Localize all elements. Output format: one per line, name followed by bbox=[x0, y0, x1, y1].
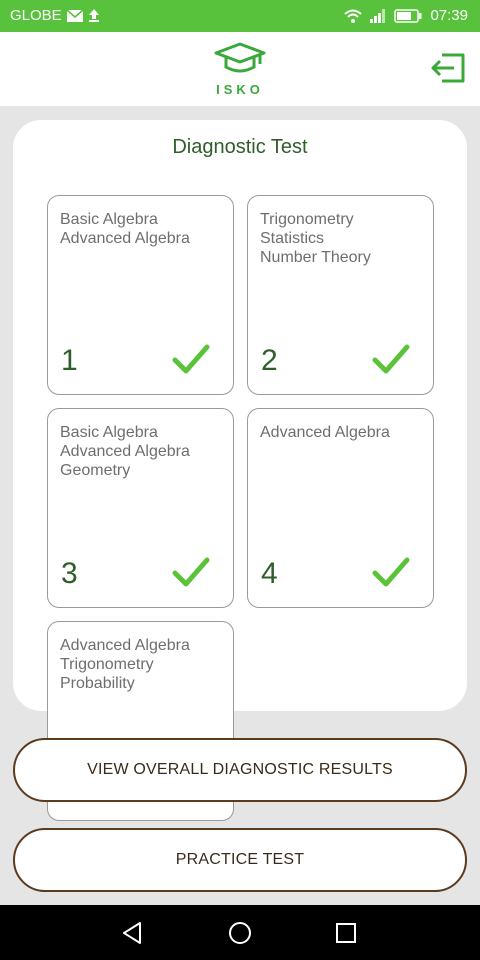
card-title: Diagnostic Test bbox=[172, 136, 308, 158]
test-tile-1[interactable] bbox=[47, 195, 234, 395]
checkmark-icon bbox=[172, 555, 210, 589]
test-tile-2[interactable] bbox=[247, 195, 434, 395]
checkmark-icon bbox=[172, 342, 210, 376]
view-overall-results-button[interactable]: VIEW OVERALL DIAGNOSTIC RESULTS bbox=[13, 738, 467, 802]
tile-number: 1 bbox=[61, 344, 78, 377]
tile-topic: Trigonometry bbox=[60, 656, 154, 673]
tile-topic: Geometry bbox=[60, 462, 131, 479]
status-left bbox=[10, 7, 100, 24]
tile-topics bbox=[60, 636, 223, 693]
status-bar bbox=[0, 0, 480, 32]
tile-topics bbox=[60, 210, 223, 248]
diagnostic-test-card bbox=[13, 120, 467, 711]
test-tile-4[interactable] bbox=[247, 408, 434, 608]
logout-icon bbox=[430, 52, 466, 84]
test-grid[interactable] bbox=[13, 192, 467, 692]
tile-topic: Advanced Algebra bbox=[260, 424, 390, 441]
checkmark-icon bbox=[372, 555, 410, 589]
recents-icon[interactable] bbox=[332, 919, 360, 947]
clock: 07:39 bbox=[430, 7, 468, 24]
battery-icon bbox=[394, 9, 422, 23]
tile-number: 3 bbox=[61, 557, 78, 590]
tile-topic: Basic Algebra bbox=[60, 424, 158, 441]
checkmark-icon bbox=[372, 342, 410, 376]
tile-topic: Statistics bbox=[260, 230, 325, 247]
mail-icon bbox=[67, 10, 83, 22]
isko-logo bbox=[205, 42, 275, 98]
graduation-cap-icon bbox=[214, 42, 266, 76]
signal-icon bbox=[370, 9, 386, 23]
tile-topics bbox=[60, 423, 223, 480]
tile-topic: Trigonometry bbox=[260, 211, 354, 228]
test-tile-3[interactable] bbox=[47, 408, 234, 608]
system-nav-bar bbox=[0, 905, 480, 960]
tile-topic: Advanced Algebra bbox=[60, 443, 190, 460]
tile-topic: Advanced Algebra bbox=[60, 230, 190, 247]
tile-number: 2 bbox=[261, 344, 278, 377]
tile-number: 4 bbox=[261, 557, 278, 590]
tile-topic: Advanced Algebra bbox=[60, 637, 190, 654]
tile-topic: Probability bbox=[60, 675, 135, 692]
logout-button[interactable] bbox=[430, 52, 466, 84]
practice-test-button[interactable]: PRACTICE TEST bbox=[13, 828, 467, 892]
logo-text: ISKO bbox=[216, 82, 264, 97]
carrier-label: GLOBE bbox=[10, 7, 62, 24]
upload-icon bbox=[88, 9, 100, 22]
tile-topic: Basic Algebra bbox=[60, 211, 158, 228]
app-header bbox=[0, 32, 480, 106]
home-icon[interactable] bbox=[226, 919, 254, 947]
back-icon[interactable] bbox=[118, 919, 146, 947]
tile-topics bbox=[260, 210, 423, 267]
wifi-icon bbox=[344, 9, 362, 23]
tile-topics bbox=[260, 423, 423, 442]
status-right bbox=[344, 7, 468, 24]
tile-topic: Number Theory bbox=[260, 249, 371, 266]
